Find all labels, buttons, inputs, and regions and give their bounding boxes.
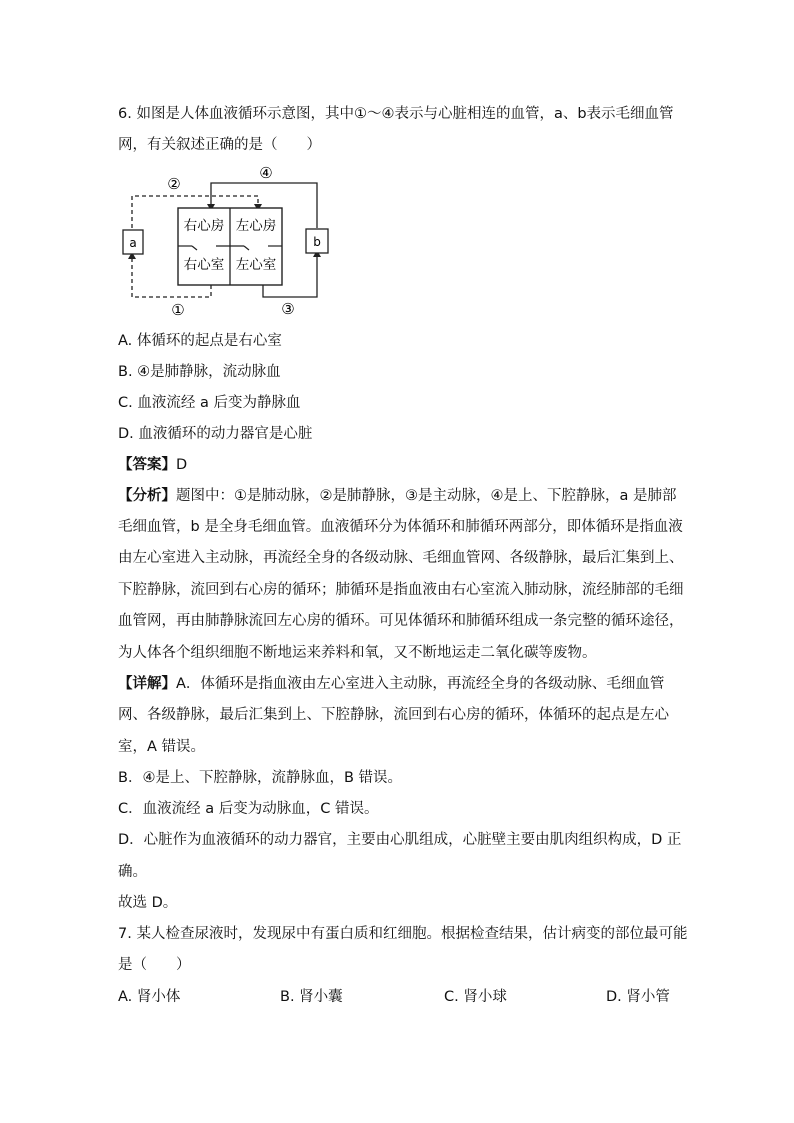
detail-line: 确。 — [118, 864, 147, 880]
detail-line: C．血液流经 a 后变为动脉血，C 错误。 — [118, 801, 379, 817]
label-2: ② — [167, 175, 181, 193]
q7-stem-line1: 7. 某人检查尿液时，发现尿中有蛋白质和红细胞。根据检查结果，估计病变的部位最可能 — [118, 926, 688, 942]
q6-option-c: C. 血液流经 a 后变为静脉血 — [118, 395, 301, 411]
label-4: ④ — [259, 164, 273, 182]
q6-stem-line2: 网，有关叙述正确的是（ ） — [118, 137, 321, 153]
answer-value: D — [176, 457, 188, 473]
analysis-line: 血管网，再由肺静脉流回左心房的循环。可见体循环和肺循环组成一条完整的循环途径， — [118, 613, 684, 629]
q7-stem-line2: 是（ ） — [118, 957, 191, 973]
analysis-line: 为人体各个组织细胞不断地运来养料和氧，又不断地运走二氧化碳等废物。 — [118, 645, 597, 661]
detail-text: A．体循环是指血液由左心室进入主动脉，再流经全身的各级动脉、毛细血管 — [176, 676, 665, 692]
analysis-line: 毛细血管，b 是全身毛细血管。血液循环分为体循环和肺循环两部分，即体循环是指血液 — [118, 519, 683, 535]
label-a: a — [129, 236, 137, 250]
q7-option-a: A. 肾小体 — [118, 989, 181, 1005]
left-ventricle-label: 左心室 — [235, 257, 277, 273]
label-3: ③ — [281, 300, 295, 318]
detail-line: B．④是上、下腔静脉，流静脉血，B 错误。 — [118, 770, 403, 786]
answer-tag: 【答案】 — [118, 457, 176, 473]
circulation-diagram — [118, 160, 338, 325]
detail-line: 故选 D。 — [118, 895, 178, 911]
label-1: ① — [171, 301, 185, 319]
q6-option-b: B. ④是肺静脉，流动脉血 — [118, 364, 281, 380]
q7-option-d: D. 肾小管 — [606, 989, 670, 1005]
q6-answer — [118, 455, 187, 475]
analysis-tag: 【分析】 — [118, 488, 176, 504]
q6-option-a: A. 体循环的起点是右心室 — [118, 333, 282, 349]
detail-line: D．心脏作为血液循环的动力器官，主要由心肌组成，心脏壁主要由肌肉组织构成，D 正 — [118, 832, 682, 848]
q6-stem-line1: 6. 如图是人体血液循环示意图，其中①～④表示与心脏相连的血管，a、b表示毛细血管 — [118, 106, 674, 122]
q6-option-d: D. 血液循环的动力器官是心脏 — [118, 426, 313, 442]
q7-option-b: B. 肾小囊 — [280, 989, 343, 1005]
detail-line: 网、各级静脉，最后汇集到上、下腔静脉，流回到右心房的循环，体循环的起点是左心 — [118, 707, 669, 723]
label-b: b — [313, 235, 321, 249]
right-atrium-label: 右心房 — [183, 218, 225, 234]
analysis-line: 下腔静脉，流回到右心房的循环；肺循环是指血液由右心室流入肺动脉，流经肺部的毛细 — [118, 582, 684, 598]
detail-tag: 【详解】 — [118, 676, 176, 692]
detail-line: 室，A 错误。 — [118, 739, 206, 755]
right-ventricle-label: 右心室 — [183, 257, 225, 273]
left-atrium-label: 左心房 — [235, 218, 277, 234]
analysis-line — [118, 486, 677, 506]
q7-option-c: C. 肾小球 — [444, 989, 507, 1005]
analysis-text: 题图中：①是肺动脉，②是肺静脉，③是主动脉，④是上、下腔静脉，a 是肺部 — [176, 488, 677, 504]
analysis-line: 由左心室进入主动脉，再流经全身的各级动脉、毛细血管网、各级静脉，最后汇集到上、 — [118, 550, 684, 566]
detail-line — [118, 674, 664, 694]
